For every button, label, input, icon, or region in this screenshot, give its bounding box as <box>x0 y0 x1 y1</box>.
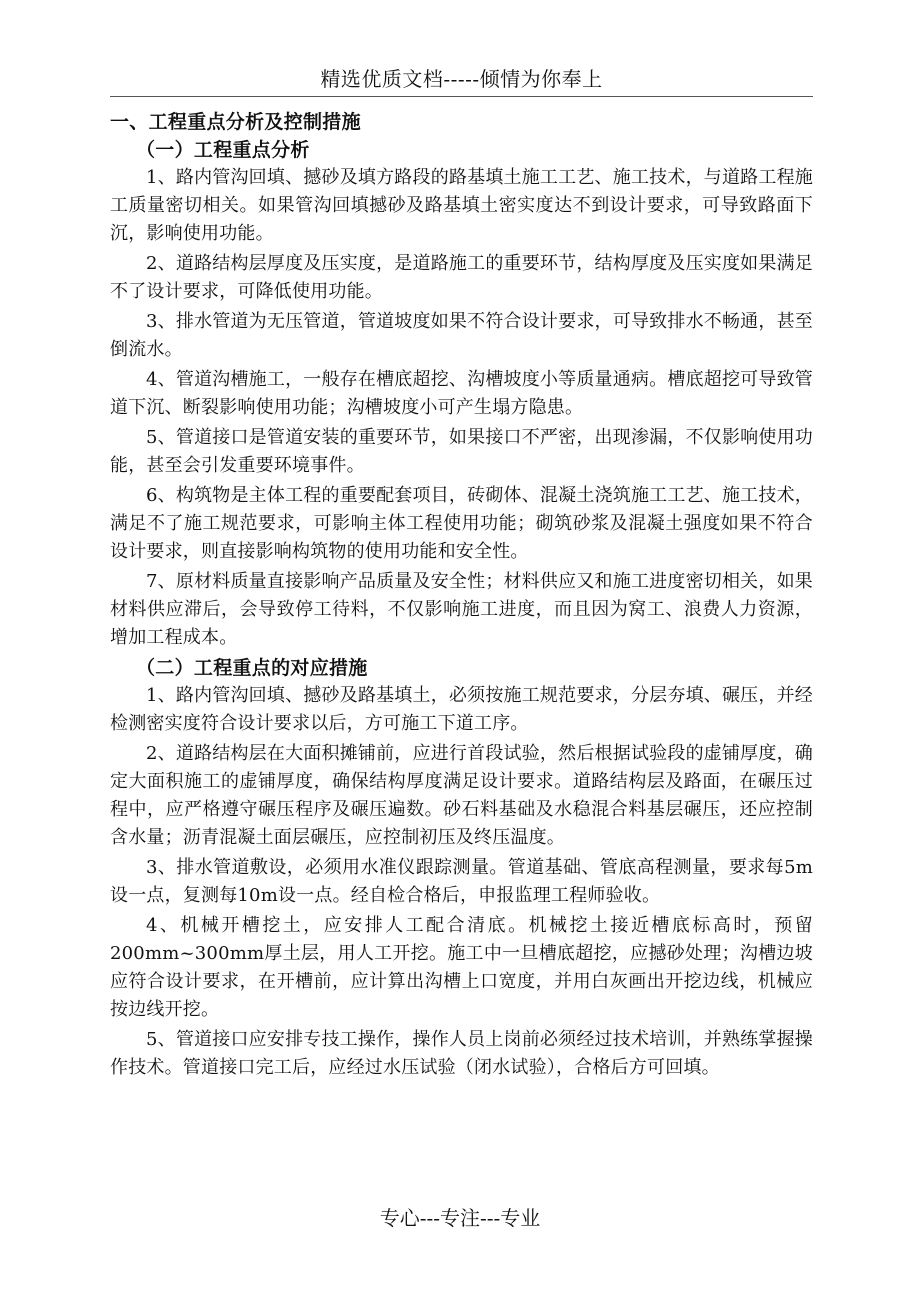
paragraph: 7、原材料质量直接影响产品质量及安全性；材料供应又和施工进度密切相关，如果材料供应滞后，会导致停工待料，不仅影响施工进度，而且因为窝工、浪费人力资源，增加工程成本。 <box>110 571 813 648</box>
paragraph: 3、排水管道敷设，必须用水准仪跟踪测量。管道基础、管底高程测量，要求每5m设一点，复测每10m设一点。经自检合格后，申报监理工程师验收。 <box>110 857 813 906</box>
paragraph: 1、路内管沟回填、撼砂及路基填土，必须按施工规范要求，分层夯填、碾压，并经检测密实度符合设计要求以后，方可施工下道工序。 <box>110 685 813 734</box>
page-footer: 专心---专注---专业 <box>379 1206 541 1230</box>
paragraph: 6、构筑物是主体工程的重要配套项目，砖砌体、混凝土浇筑施工工艺、施工技术，满足不了施工规范要求，可影响主体工程使用功能；砌筑砂浆及混凝土强度如果不符合设计要求，则直接影响构筑物的使用功能和安全性。 <box>110 485 813 562</box>
document-body <box>110 108 813 1084</box>
section-heading-analysis: （一）工程重点分析 <box>136 139 310 161</box>
paragraph: 3、排水管道为无压管道，管道坡度如果不符合设计要求，可导致排水不畅通，甚至倒流水。 <box>110 311 813 360</box>
page-header: 精选优质文档-----倾情为你奉上 <box>110 62 813 97</box>
paragraph: 4、机械开槽挖土，应安排人工配合清底。机械挖土接近槽底标高时，预留200mm~300mm厚土层，用人工开挖。施工中一旦槽底超挖，应撼砂处理；沟槽边坡应符合设计要求，在开槽前，应计算出沟槽上口宽度，并用白灰画出开挖边线，机械应按边线开挖。 <box>110 915 813 1020</box>
paragraph: 4、管道沟槽施工，一般存在槽底超挖、沟槽坡度小等质量通病。槽底超挖可导致管道下沉、断裂影响使用功能；沟槽坡度小可产生塌方隐患。 <box>110 369 813 418</box>
paragraph: 5、管道接口是管道安装的重要环节，如果接口不严密，出现渗漏，不仅影响使用功能，甚至会引发重要环境事件。 <box>110 427 813 476</box>
paragraph: 2、道路结构层厚度及压实度，是道路施工的重要环节，结构厚度及压实度如果满足不了设计要求，可降低使用功能。 <box>110 253 813 302</box>
paragraph: 5、管道接口应安排专技工操作，操作人员上岗前必须经过技术培训，并熟练掌握操作技术。管道接口完工后，应经过水压试验（闭水试验），合格后方可回填。 <box>110 1029 813 1078</box>
paragraph: 1、路内管沟回填、撼砂及填方路段的路基填土施工工艺、施工技术，与道路工程施工质量密切相关。如果管沟回填撼砂及路基填土密实度达不到设计要求，可导致路面下沉，影响使用功能。 <box>110 167 813 244</box>
document-title: 一、工程重点分析及控制措施 <box>110 111 361 133</box>
section-heading-measures: （二）工程重点的对应措施 <box>136 657 368 679</box>
paragraph: 2、道路结构层在大面积摊铺前，应进行首段试验，然后根据试验段的虚铺厚度，确定大面积施工的虚铺厚度，确保结构厚度满足设计要求。道路结构层及路面，在碾压过程中，应严格遵守碾压程序及碾压遍数。砂石料基础及水稳混合料基层碾压，还应控制含水量；沥青混凝土面层碾压，应控制初压及终压温度。 <box>110 743 813 848</box>
